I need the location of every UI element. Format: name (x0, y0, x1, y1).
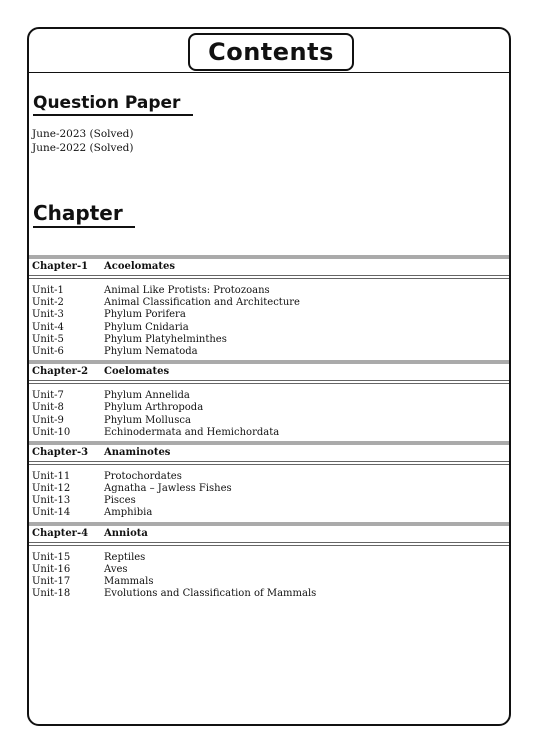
unit-title: Phylum Porifera (104, 309, 186, 321)
unit-number: Unit-13 (32, 495, 71, 507)
unit-title: Agnatha – Jawless Fishes (104, 483, 232, 495)
header-rule (29, 72, 509, 73)
unit-number: Unit-5 (32, 333, 64, 345)
unit-title: Phylum Mollusca (104, 414, 191, 426)
unit-row[interactable] (29, 471, 509, 483)
unit-number: Unit-16 (32, 563, 71, 575)
unit-number: Unit-6 (32, 345, 64, 357)
unit-title: Protochordates (104, 470, 182, 482)
unit-number: Unit-14 (32, 507, 71, 519)
question-paper-item[interactable]: June-2023 (Solved) (32, 128, 134, 140)
unit-title: Pisces (104, 495, 136, 507)
chapter-number: Chapter-2 (32, 366, 89, 378)
unit-title: Echinodermata and Hemichordata (104, 426, 280, 438)
unit-title: Phylum Annelida (104, 390, 190, 402)
chapter-title: Anaminotes (104, 446, 171, 458)
unit-row[interactable] (29, 390, 509, 402)
unit-list (29, 279, 509, 360)
chapter-title: Anniota (104, 527, 148, 539)
unit-title: Phylum Cnidaria (104, 321, 189, 333)
unit-row[interactable] (29, 495, 509, 507)
unit-row[interactable] (29, 427, 509, 439)
chapter-number: Chapter-4 (32, 527, 89, 539)
title-box (188, 33, 354, 71)
chapter-row[interactable] (29, 522, 509, 543)
unit-title: Amphibia (104, 507, 153, 519)
unit-row[interactable] (29, 507, 509, 519)
table-of-contents (29, 255, 509, 602)
unit-row[interactable] (29, 285, 509, 297)
unit-number: Unit-7 (32, 390, 64, 402)
unit-title: Aves (104, 563, 128, 575)
unit-number: Unit-2 (32, 297, 64, 309)
unit-number: Unit-8 (32, 402, 64, 414)
chapter-heading: Chapter (33, 201, 135, 228)
unit-list (29, 465, 509, 522)
unit-number: Unit-1 (32, 285, 64, 296)
unit-title: Animal Classification and Architecture (104, 297, 300, 309)
chapter-title: Acoelomates (104, 261, 176, 272)
unit-row[interactable] (29, 334, 509, 346)
unit-list (29, 384, 509, 441)
chapter-row[interactable] (29, 360, 509, 381)
chapter-row[interactable] (29, 255, 509, 276)
unit-row[interactable] (29, 588, 509, 600)
unit-row[interactable] (29, 346, 509, 358)
unit-list (29, 546, 509, 603)
unit-row[interactable] (29, 564, 509, 576)
unit-title: Phylum Arthropoda (104, 402, 204, 414)
contents-page-frame (27, 27, 511, 726)
unit-number: Unit-11 (32, 470, 71, 482)
question-paper-list (32, 127, 134, 155)
unit-row[interactable] (29, 309, 509, 321)
chapter-number: Chapter-3 (32, 446, 89, 458)
unit-title: Evolutions and Classification of Mammals (104, 588, 317, 600)
chapter-title: Coelomates (104, 366, 170, 378)
unit-row[interactable] (29, 552, 509, 564)
unit-title: Mammals (104, 576, 154, 587)
chapter-row[interactable] (29, 441, 509, 462)
chapter-number: Chapter-1 (32, 261, 89, 272)
unit-row[interactable] (29, 483, 509, 495)
unit-row[interactable] (29, 415, 509, 427)
unit-row[interactable] (29, 297, 509, 309)
page-title: Contents (208, 38, 334, 66)
unit-number: Unit-10 (32, 426, 71, 438)
question-paper-item[interactable]: June-2022 (Solved) (32, 142, 134, 154)
unit-number: Unit-17 (32, 576, 71, 587)
unit-title: Phylum Platyhelminthes (104, 333, 227, 345)
unit-number: Unit-9 (32, 414, 64, 426)
unit-title: Reptiles (104, 551, 146, 563)
unit-title: Animal Like Protists: Protozoans (104, 285, 270, 296)
unit-title: Phylum Nematoda (104, 345, 198, 357)
question-paper-heading: Question Paper (33, 93, 193, 116)
unit-row[interactable] (29, 576, 509, 588)
unit-number: Unit-12 (32, 483, 71, 495)
unit-row[interactable] (29, 402, 509, 414)
unit-row[interactable] (29, 322, 509, 334)
unit-number: Unit-15 (32, 551, 71, 563)
unit-number: Unit-3 (32, 309, 64, 321)
unit-number: Unit-18 (32, 588, 71, 600)
unit-number: Unit-4 (32, 321, 64, 333)
